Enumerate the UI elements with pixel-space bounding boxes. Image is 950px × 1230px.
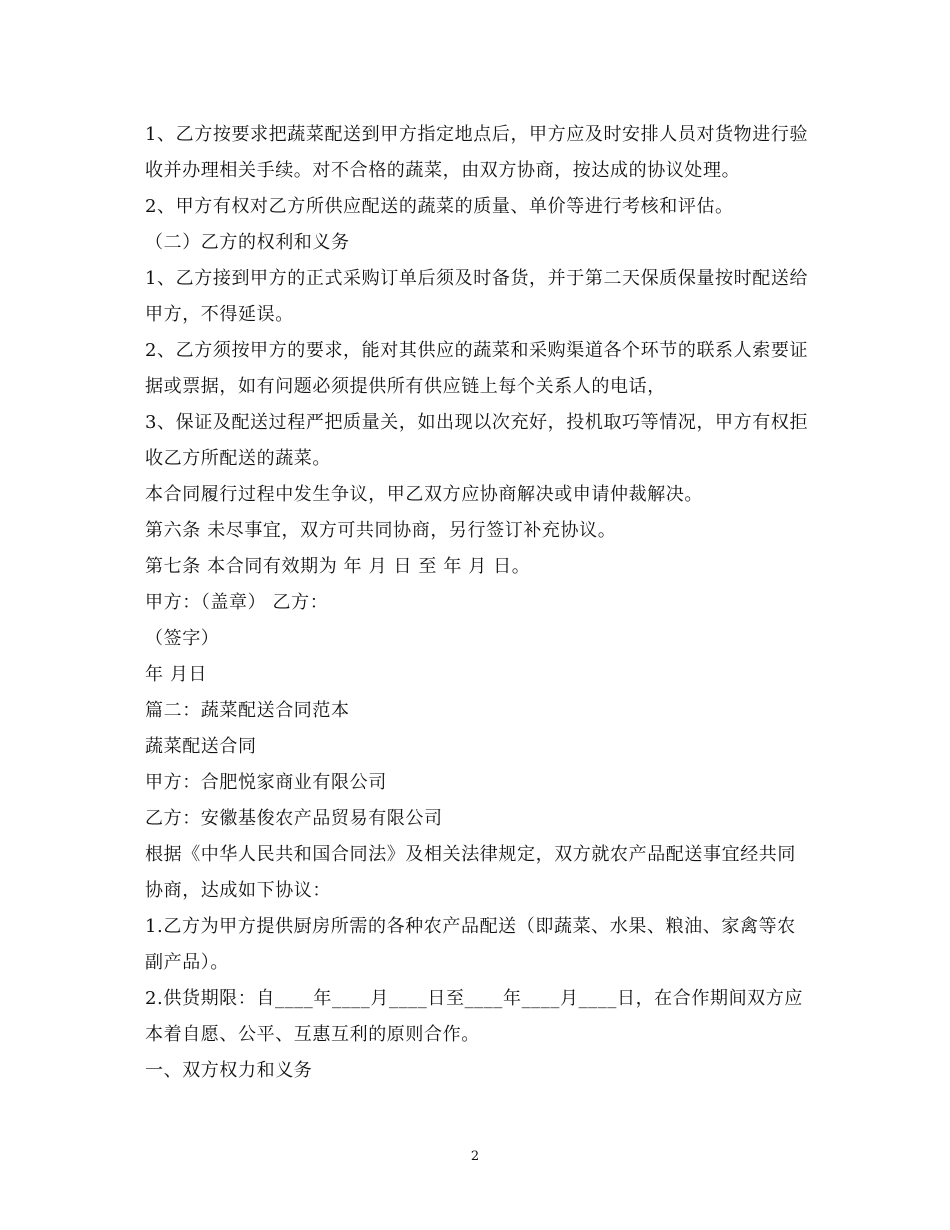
article-seven: 第七条 本合同有效期为 年 月 日 至 年 月 日。 xyxy=(145,556,531,577)
text-line: 副产品）。 xyxy=(145,952,229,973)
signature-date: 年 月日 xyxy=(145,664,208,685)
text-line: 2、乙方须按甲方的要求，能对其供应的蔬菜和采购渠道各个环节的联系人索要证 xyxy=(145,340,809,361)
text-line: 根据《中华人民共和国合同法》及相关法律规定，双方就农产品配送事宜经共同 xyxy=(145,844,796,865)
text-line: 收并办理相关手续。对不合格的蔬菜，由双方协商，按达成的协议处理。 xyxy=(145,160,741,181)
text-line: 本合同履行过程中发生争议，甲乙双方应协商解决或申请仲裁解决。 xyxy=(145,484,703,505)
section-heading: （二）乙方的权利和义务 xyxy=(145,232,350,253)
text-line: 协商，达成如下协议： xyxy=(145,880,331,901)
text-line: 收乙方所配送的蔬菜。 xyxy=(145,448,331,469)
signature-note: （签字） xyxy=(145,628,220,649)
text-line: 1、乙方接到甲方的正式采购订单后须及时备货，并于第二天保质保量按时配送给 xyxy=(145,268,809,289)
text-line: 1.乙方为甲方提供厨房所需的各种农产品配送（即蔬菜、水果、粮油、家禽等农 xyxy=(145,916,796,937)
signature-line: 甲方：（盖章） 乙方： xyxy=(145,592,329,613)
text-line: 本着自愿、公平、互惠互利的原则合作。 xyxy=(145,1024,480,1045)
article-six: 第六条 未尽事宜，双方可共同协商，另行签订补充协议。 xyxy=(145,520,617,541)
text-line: 甲方，不得延误。 xyxy=(145,304,294,325)
party-b: 乙方：安徽基俊农产品贸易有限公司 xyxy=(145,808,443,829)
section-heading: 一、双方权力和义务 xyxy=(145,1060,313,1081)
text-line: 3、保证及配送过程严把质量关，如出现以次充好，投机取巧等情况，甲方有权拒 xyxy=(145,412,809,433)
party-a: 甲方：合肥悦家商业有限公司 xyxy=(145,772,387,793)
page-number: 2 xyxy=(470,1149,480,1164)
text-line: 2.供货期限：自____年____月____日至____年____月____日，在合作期间双方应 xyxy=(145,988,803,1009)
text-line: 2、甲方有权对乙方所供应配送的蔬菜的质量、单价等进行考核和评估。 xyxy=(145,196,734,217)
contract-title: 蔬菜配送合同 xyxy=(145,736,257,757)
text-line: 据或票据，如有问题必须提供所有供应链上每个关系人的电话， xyxy=(145,376,666,397)
text-line: 1、乙方按要求把蔬菜配送到甲方指定地点后，甲方应及时安排人员对货物进行验 xyxy=(145,124,809,145)
part-heading: 篇二：蔬菜配送合同范本 xyxy=(145,700,350,721)
document-body xyxy=(145,117,810,1089)
